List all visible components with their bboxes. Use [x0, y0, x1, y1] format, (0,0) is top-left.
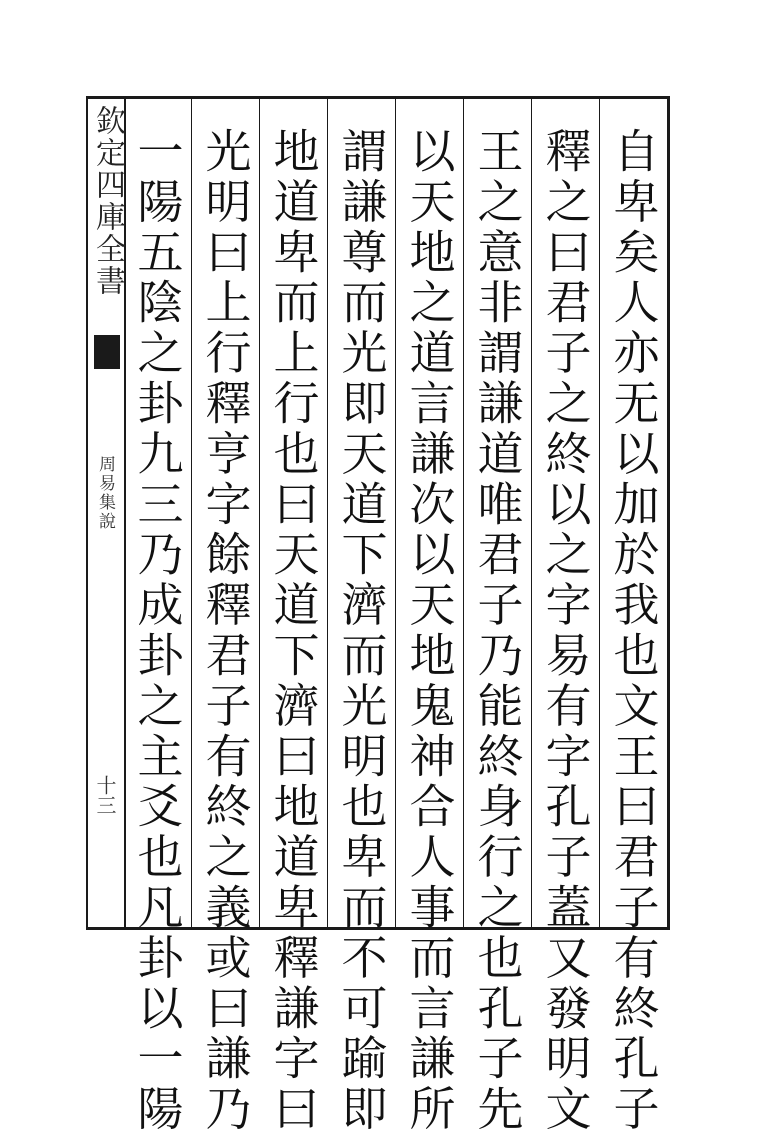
- margin-fishtail-block: [94, 335, 120, 369]
- column-text: 地道卑而上行也曰天道下濟曰地道卑釋謙字曰: [266, 127, 321, 1135]
- column-text: 光明曰上行釋亨字餘釋君子有終之義或曰謙乃: [198, 127, 253, 1135]
- text-column: [327, 99, 395, 1135]
- column-text: 自卑矣人亦无以加於我也文王曰君子有終孔子: [606, 127, 661, 1135]
- text-column: [259, 99, 327, 1135]
- column-text: 一陽五陰之卦九三乃成卦之主爻也凡卦以一陽: [130, 127, 185, 1135]
- margin-page-number: 十三: [93, 775, 117, 815]
- text-column: [124, 99, 191, 1135]
- text-column: [531, 99, 599, 1135]
- text-column: [463, 99, 531, 1135]
- frame-border-right: [667, 96, 670, 930]
- column-text: 謂謙尊而光即天道下濟而光明也卑而不可踰即: [334, 127, 389, 1135]
- text-column: [191, 99, 259, 1135]
- text-column: [599, 99, 667, 1135]
- column-text: 以天地之道言謙次以天地鬼神合人事而言謙所: [402, 127, 457, 1135]
- text-column: [395, 99, 463, 1135]
- margin-title: 欽定四庫全書: [90, 105, 125, 297]
- margin-book-title: 周易集說: [95, 455, 115, 531]
- margin-strip: [88, 99, 126, 927]
- page-frame: [86, 96, 670, 1135]
- column-text: 王之意非謂謙道唯君子乃能終身行之也孔子先: [470, 127, 525, 1135]
- text-columns: [124, 99, 667, 1135]
- column-text: 釋之曰君子之終以之字易有字孔子蓋又發明文: [538, 127, 593, 1135]
